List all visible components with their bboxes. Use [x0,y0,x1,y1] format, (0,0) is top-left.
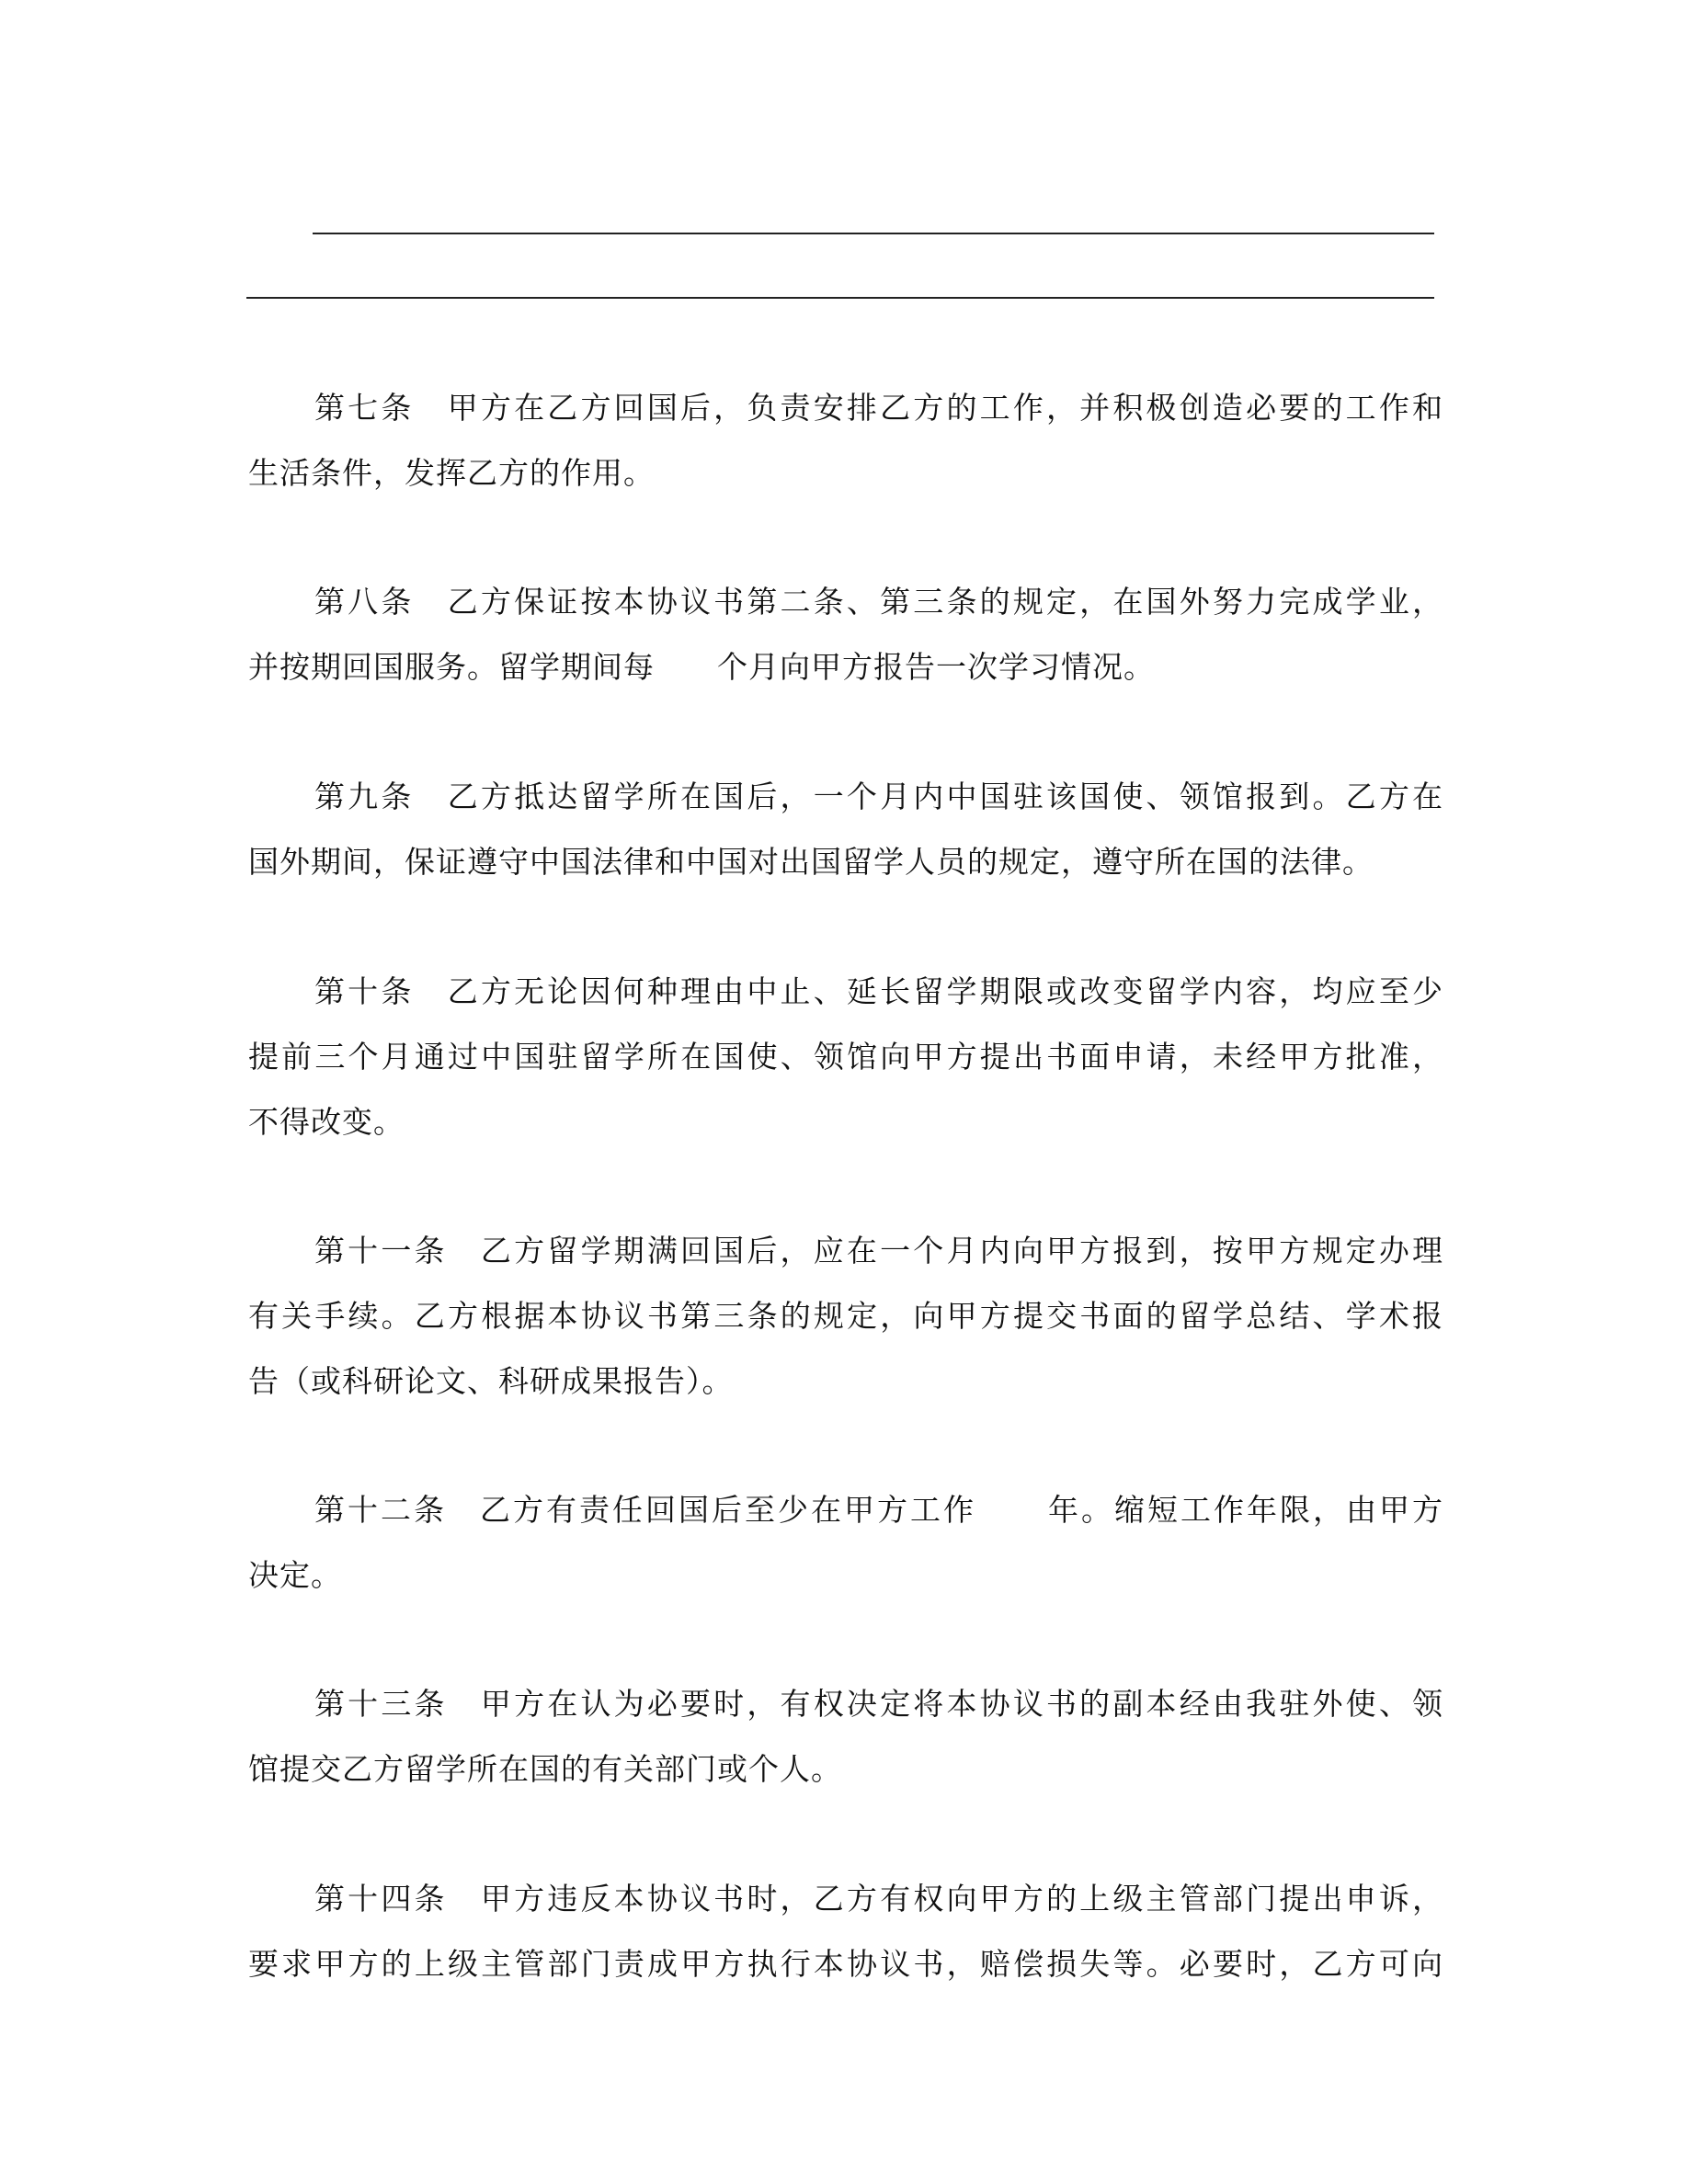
article-8-line-1: 第八条 乙方保证按本协议书第二条、第三条的规定，在国外努力完成学业， [314,584,1443,620]
article-13 [248,1671,1443,1802]
article-8-line-2 [248,634,1443,700]
article-7-line-1: 第七条 甲方在乙方回国后，负责安排乙方的工作，并积极创造必要的工作和 [314,390,1443,426]
article-9 [248,764,1443,894]
article-14 [248,1866,1443,1996]
article-8-line-2-part-b: 个月向甲方报告一次学习情况。 [717,649,1155,685]
header-rule-bottom [246,297,1434,299]
article-12-line-1-part-a: 第十二条 乙方有责任回国后至少在甲方工作 [314,1492,976,1528]
article-10-line-3: 不得改变。 [248,1104,405,1140]
article-8 [248,569,1443,700]
article-14-line-1: 第十四条 甲方违反本协议书时，乙方有权向甲方的上级主管部门提出申诉， [314,1881,1443,1917]
article-11-line-1: 第十一条 乙方留学期满回国后，应在一个月内向甲方报到，按甲方规定办理 [314,1233,1443,1268]
article-10-line-1: 第十条 乙方无论因何种理由中止、延长留学期限或改变留学内容，均应至少 [314,973,1443,1009]
article-7-line-2: 生活条件，发挥乙方的作用。 [248,455,655,491]
article-11-line-3: 告（或科研论文、科研成果报告）。 [248,1363,734,1399]
article-8-line-2-part-a: 并按期回国服务。留学期间每 [248,649,655,685]
article-11-line-2: 有关手续。乙方根据本协议书第三条的规定，向甲方提交书面的留学总结、学术报 [248,1298,1443,1334]
article-10 [248,959,1443,1155]
article-10-line-2: 提前三个月通过中国驻留学所在国使、领馆向甲方提出书面申请，未经甲方批准， [248,1039,1443,1075]
article-13-line-1: 第十三条 甲方在认为必要时，有权决定将本协议书的副本经由我驻外使、领 [314,1686,1443,1722]
article-9-line-2: 国外期间，保证遵守中国法律和中国对出国留学人员的规定，遵守所在国的法律。 [248,844,1374,880]
article-12-line-1 [248,1477,1443,1542]
article-13-line-2: 馆提交乙方留学所在国的有关部门或个人。 [248,1751,842,1787]
article-12-line-1-part-b: 年。缩短工作年限，由甲方 [1046,1492,1443,1528]
header-rule-top [313,233,1434,234]
article-11 [248,1218,1443,1414]
article-9-line-1: 第九条 乙方抵达留学所在国后，一个月内中国驻该国使、领馆报到。乙方在 [314,779,1443,814]
article-7 [248,375,1443,506]
article-12-line-2: 决定。 [248,1557,342,1593]
article-12 [248,1477,1443,1608]
article-14-line-2: 要求甲方的上级主管部门责成甲方执行本协议书，赔偿损失等。必要时，乙方可向 [248,1946,1443,1982]
